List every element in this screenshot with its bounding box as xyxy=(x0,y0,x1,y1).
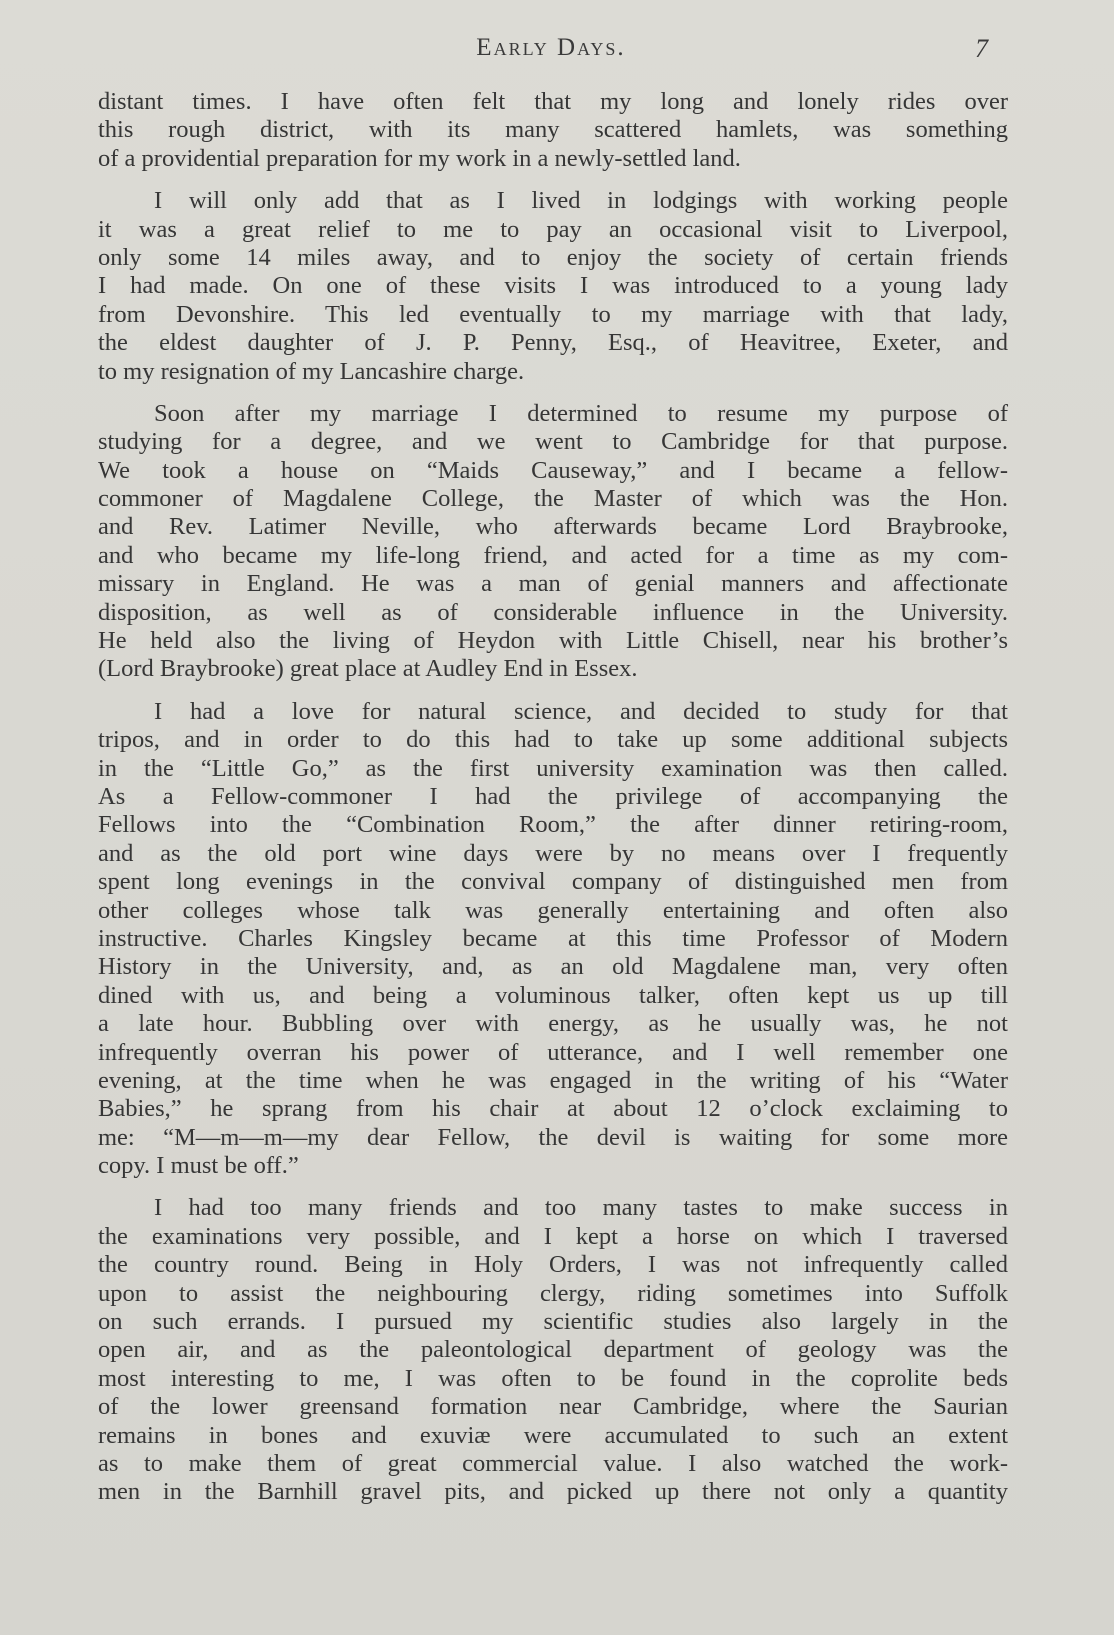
running-head-title: Early Days. xyxy=(476,34,626,61)
text-line: most interesting to me, I was often to be found in the coprolite beds xyxy=(98,1364,1008,1392)
text-line: remains in bones and exuviæ were accumulated to such an extent xyxy=(98,1421,1008,1449)
text-line: He held also the living of Heydon with Little Chisell, near his brother’s xyxy=(98,627,1008,655)
text-line: I had made. On one of these visits I was introduced to a young lady xyxy=(98,272,1008,300)
paragraph xyxy=(98,400,1008,684)
text-line: in the “Little Go,” as the first university examination was then called. xyxy=(98,754,1008,782)
text-line: spent long evenings in the convival company of distinguished men from xyxy=(98,868,1008,896)
text-line: on such errands. I pursued my scientific studies also largely in the xyxy=(98,1308,1008,1336)
page-number: 7 xyxy=(975,34,988,63)
text-line: (Lord Braybrooke) great place at Audley End in Essex. xyxy=(98,655,638,683)
text-line: and Rev. Latimer Neville, who afterwards became Lord Braybrooke, xyxy=(98,513,1008,541)
text-line: I will only add that as I lived in lodgings with working people xyxy=(154,187,1008,215)
text-line: and as the old port wine days were by no means over I frequently xyxy=(98,839,1008,867)
text-line: of the lower greensand formation near Cambridge, where the Saurian xyxy=(98,1393,1008,1421)
body-text xyxy=(98,88,1008,1521)
text-line: the examinations very possible, and I kept a horse on which I traversed xyxy=(98,1222,1008,1250)
text-line: and who became my life-long friend, and acted for a time as my com- xyxy=(98,541,1008,569)
text-line: I had a love for natural science, and decided to study for that xyxy=(154,697,1008,725)
text-line: dined with us, and being a voluminous talker, often kept us up till xyxy=(98,981,1008,1009)
text-line: this rough district, with its many scattered hamlets, was something xyxy=(98,116,1008,144)
text-line: the country round. Being in Holy Orders, I was not infrequently called xyxy=(98,1251,1008,1279)
text-line: History in the University, and, as an old Magdalene man, very often xyxy=(98,953,1008,981)
text-line: Soon after my marriage I determined to resume my purpose of xyxy=(154,399,1008,427)
text-line: of a providential preparation for my work in a newly-settled land. xyxy=(98,144,741,172)
text-line: Fellows into the “Combination Room,” the after dinner retiring-room, xyxy=(98,811,1008,839)
text-line: As a Fellow-commoner I had the privilege of accompanying the xyxy=(98,782,1008,810)
text-line: distant times. I have often felt that my long and lonely rides over xyxy=(98,88,1008,115)
text-line: instructive. Charles Kingsley became at this time Professor of Modern xyxy=(98,924,1008,952)
text-line: upon to assist the neighbouring clergy, riding sometimes into Suffolk xyxy=(98,1279,1008,1307)
text-line: me: “M—m—m—my dear Fellow, the devil is waiting for some more xyxy=(98,1123,1008,1151)
paragraph xyxy=(98,1194,1008,1506)
text-line: the eldest daughter of J. P. Penny, Esq., of Heavitree, Exeter, and xyxy=(98,329,1008,357)
text-line: infrequently overran his power of utterance, and I well remember one xyxy=(98,1038,1008,1066)
text-line: We took a house on “Maids Causeway,” and I became a fellow- xyxy=(98,456,1008,484)
text-line: other colleges whose talk was generally entertaining and often also xyxy=(98,896,1008,924)
text-line: I had too many friends and too many tastes to make success in xyxy=(154,1194,1008,1222)
paragraph xyxy=(98,88,1008,173)
text-line: tripos, and in order to do this had to take up some additional subjects xyxy=(98,726,1008,754)
paragraph xyxy=(98,187,1008,386)
paragraph xyxy=(98,698,1008,1181)
text-line: only some 14 miles away, and to enjoy the society of certain friends xyxy=(98,243,1008,271)
text-line: as to make them of great commercial value. I also watched the work- xyxy=(98,1449,1008,1477)
text-line: copy. I must be off.” xyxy=(98,1152,299,1180)
text-line: open air, and as the paleontological department of geology was the xyxy=(98,1336,1008,1364)
text-line: evening, at the time when he was engaged in the writing of his “Water xyxy=(98,1066,1008,1094)
text-line: a late hour. Bubbling over with energy, as he usually was, he not xyxy=(98,1010,1008,1038)
text-line: men in the Barnhill gravel pits, and picked up there not only a quantity xyxy=(98,1478,1008,1506)
text-line: commoner of Magdalene College, the Master of which was the Hon. xyxy=(98,485,1008,513)
text-line: to my resignation of my Lancashire charge. xyxy=(98,357,525,385)
running-head xyxy=(96,34,1006,66)
text-line: Babies,” he sprang from his chair at about 12 o’clock exclaiming to xyxy=(98,1095,1008,1123)
text-line: disposition, as well as of considerable influence in the University. xyxy=(98,598,1008,626)
text-line: it was a great relief to me to pay an occasional visit to Liverpool, xyxy=(98,215,1008,243)
text-line: missary in England. He was a man of genial manners and affectionate xyxy=(98,570,1008,598)
text-line: from Devonshire. This led eventually to my marriage with that lady, xyxy=(98,300,1008,328)
text-line: studying for a degree, and we went to Cambridge for that purpose. xyxy=(98,428,1008,456)
